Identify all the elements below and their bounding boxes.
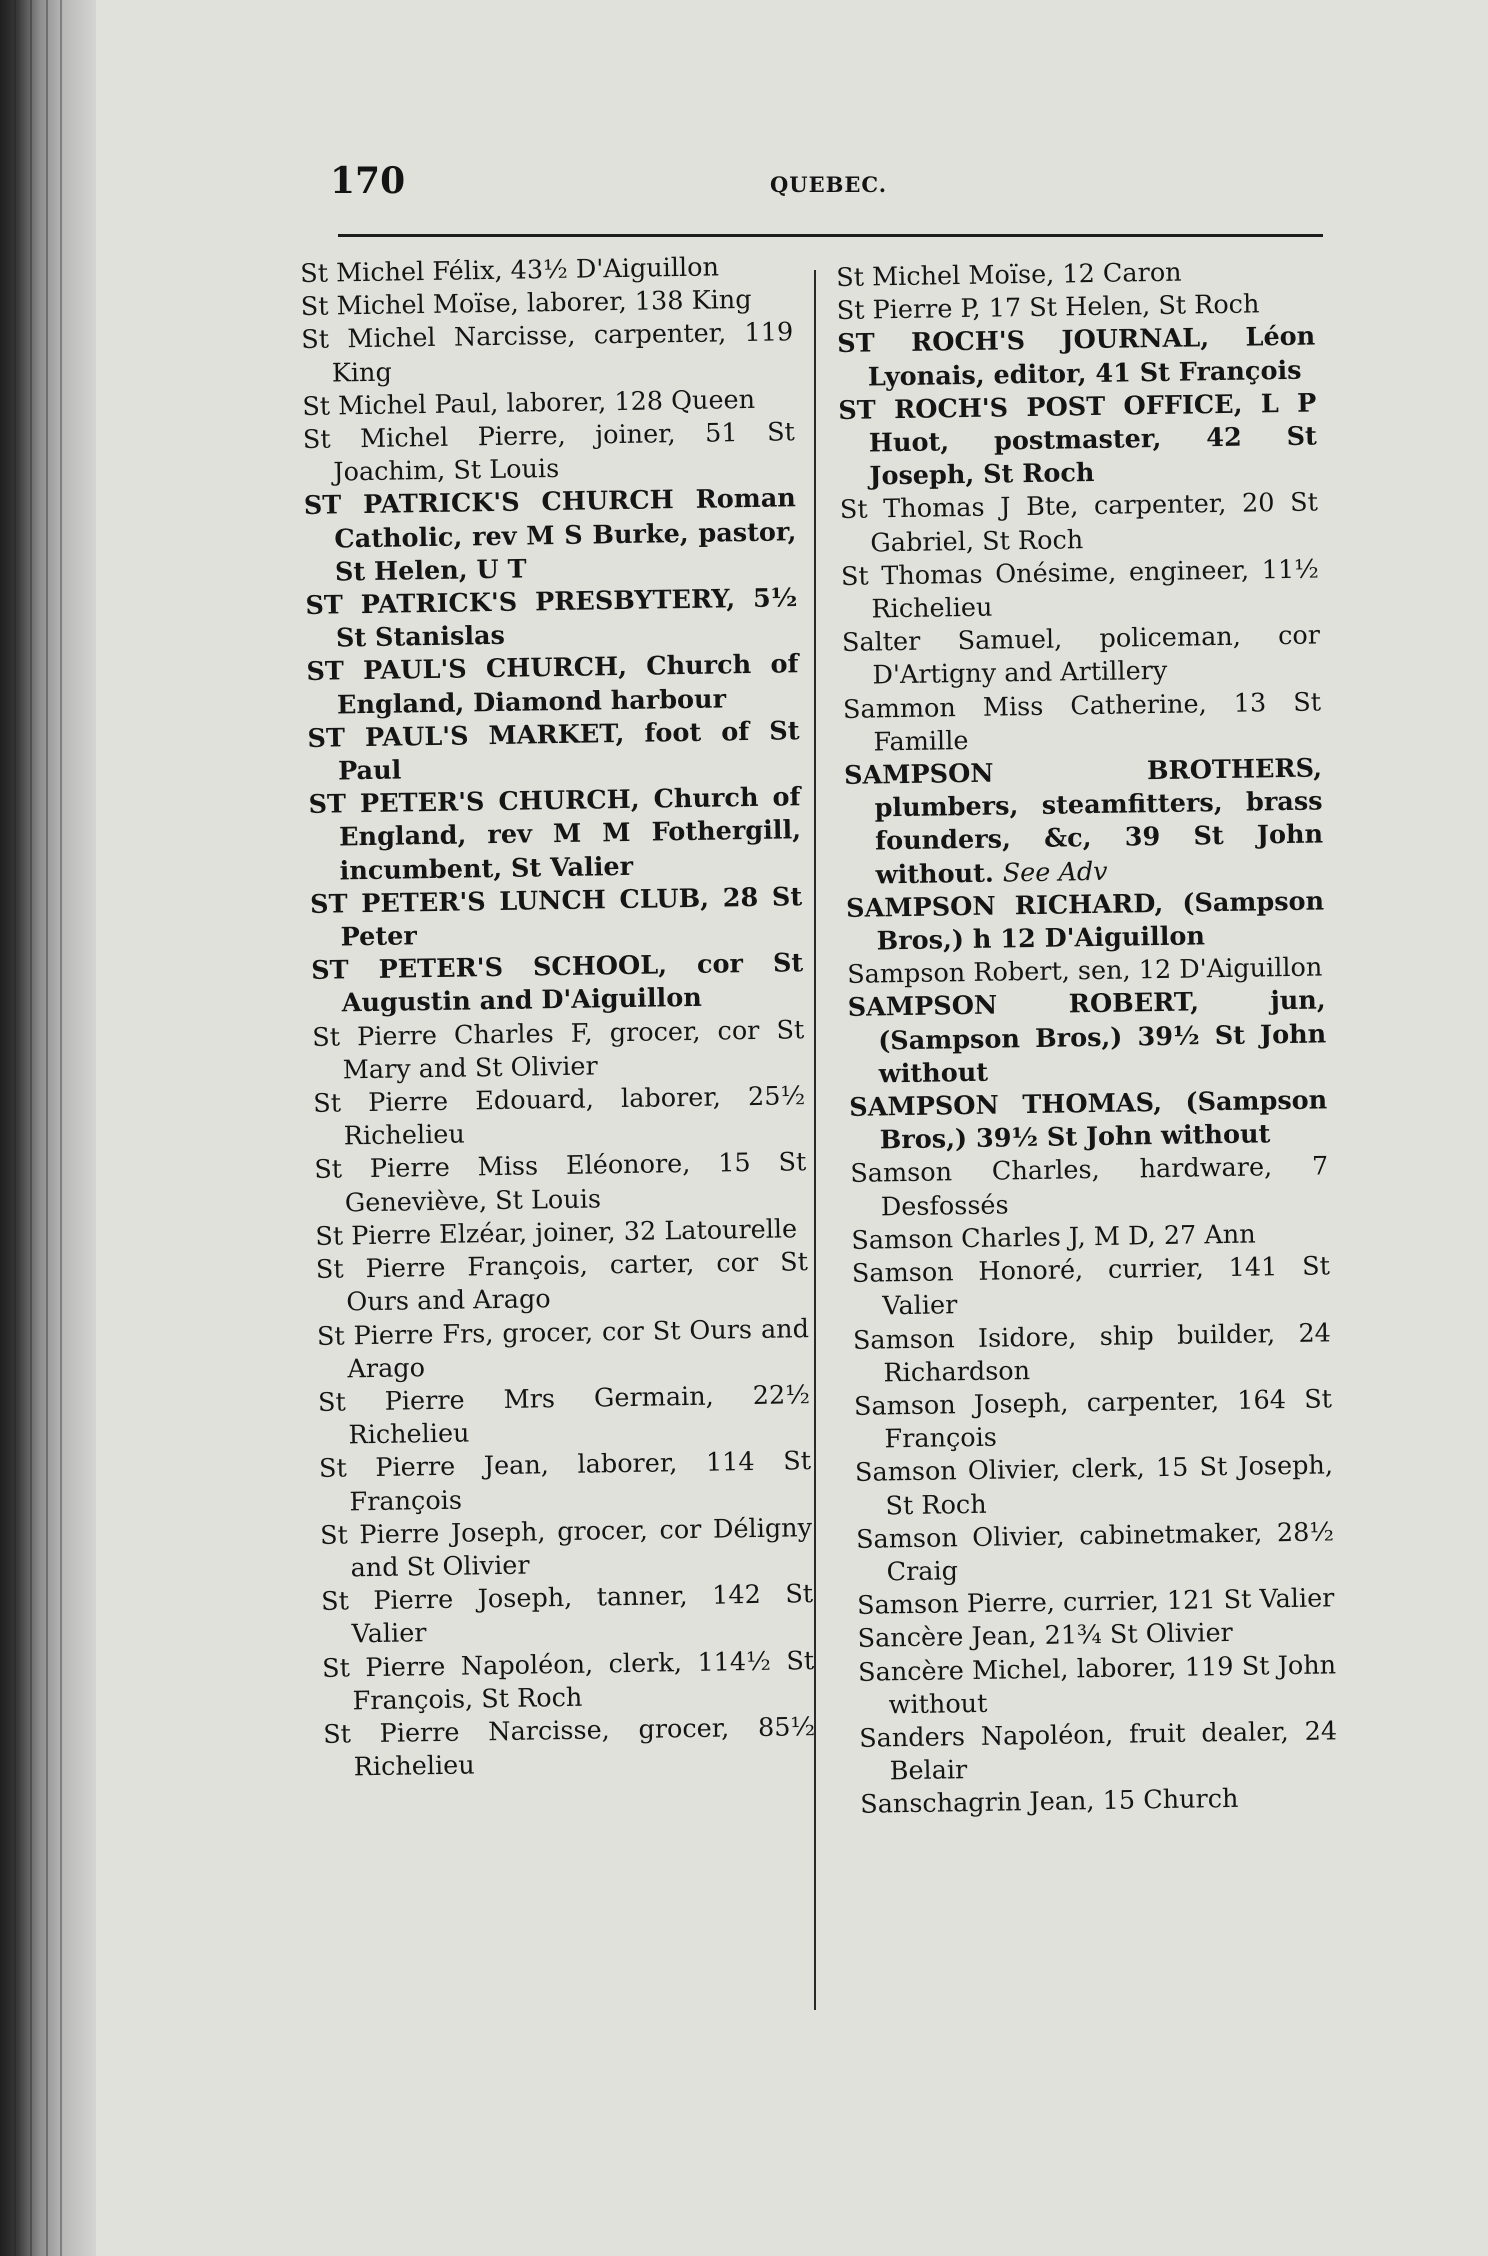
entry-text: St Pierre Frs, grocer, cor St Ours and Arago <box>316 1313 810 1385</box>
directory-entry <box>311 947 804 1021</box>
entry-text: St Pierre Joseph, grocer, cor Déligny and St Olivier <box>319 1512 813 1584</box>
entry-text: ST PETER'S CHURCH, Church of England, rev M M Fothergill, incumbent, St Valier <box>308 782 802 887</box>
directory-entry <box>853 1317 1332 1391</box>
entry-text: SAMPSON BROTHERS, plumbers, steamfitters, brass founders, &c, 39 St John without. <box>843 753 1324 891</box>
directory-entry <box>312 1014 805 1088</box>
directory-entry <box>850 1151 1329 1225</box>
right-column <box>836 254 1338 1822</box>
header-rule <box>338 234 1323 237</box>
entry-text: St Michel Narcisse, carpenter, 119 King <box>301 317 794 389</box>
directory-entry <box>843 686 1322 760</box>
entry-text: St Michel Moïse, laborer, 138 King <box>300 285 752 323</box>
directory-entry <box>844 752 1324 892</box>
page-edge-line <box>46 0 48 2256</box>
directory-entry <box>841 553 1320 627</box>
entry-text: ST PATRICK'S CHURCH Roman Catholic, rev M S Burke, pastor, St Helen, U T <box>303 483 797 588</box>
entry-text: Samson Honoré, currier, 141 St Valier <box>851 1251 1331 1322</box>
directory-entry <box>310 881 803 955</box>
page-edge-line <box>30 0 32 2256</box>
entry-text: SAMPSON THOMAS, (Sampson Bros,) 39½ St John without <box>849 1085 1328 1156</box>
left-column <box>300 250 816 1785</box>
entry-text: Samson Charles, hardware, 7 Desfossés <box>850 1151 1329 1223</box>
entry-text: SAMPSON ROBERT, jun, (Sampson Bros,) 39½ St John without <box>847 985 1327 1090</box>
entry-text: ST ROCH'S POST OFFICE, L P Huot, postmaster, 42 St Joseph, St Roch <box>838 388 1318 492</box>
entry-text: St Michel Paul, laborer, 128 Queen <box>302 384 756 422</box>
entry-text: Samson Olivier, clerk, 15 St Joseph, St Roch <box>854 1450 1334 1521</box>
entry-text: Sammon Miss Catherine, 13 St Famille <box>842 687 1322 758</box>
directory-entry <box>859 1715 1338 1789</box>
directory-entry <box>322 1645 815 1719</box>
directory-entry <box>854 1383 1333 1457</box>
directory-entry <box>849 1084 1328 1158</box>
directory-entry <box>318 1379 811 1453</box>
entry-text: ST PATRICK'S PRESBYTERY, 5½ St Stanislas <box>305 583 798 654</box>
entry-text: St Pierre Mrs Germain, 22½ Richelieu <box>317 1380 811 1451</box>
entry-text: ST PAUL'S MARKET, foot of St Paul <box>307 716 800 787</box>
directory-entry <box>855 1450 1334 1524</box>
directory-entry <box>838 387 1318 494</box>
directory-entry <box>323 1711 816 1785</box>
entry-text: St Pierre Jean, laborer, 114 St François <box>318 1446 812 1517</box>
directory-entry <box>321 1578 814 1652</box>
entry-note: See Adv <box>1002 856 1108 889</box>
running-head: QUEBEC. <box>770 172 888 197</box>
entry-text: St Michel Félix, 43½ D'Aiguillon <box>300 252 720 289</box>
entry-text: Sanschagrin Jean, 15 Church <box>860 1784 1239 1821</box>
page-header <box>330 150 1330 210</box>
entry-text: St Pierre Miss Eléonore, 15 St Geneviève, St Louis <box>314 1147 807 1219</box>
directory-entry <box>837 321 1316 395</box>
directory-entry <box>320 1512 813 1586</box>
entry-text: Sampson Robert, sen, 12 D'Aiguillon <box>846 952 1323 991</box>
page-edge-line <box>14 0 16 2256</box>
entry-text: Samson Charles J, M D, 27 Ann <box>851 1219 1256 1256</box>
entry-text: St Pierre P, 17 St Helen, St Roch <box>836 289 1260 327</box>
page-edge-line <box>60 0 62 2256</box>
entry-text: St Pierre Edouard, laborer, 25½ Richelieu <box>313 1081 806 1152</box>
entry-text: Samson Pierre, currier, 121 St Valier <box>856 1583 1335 1621</box>
directory-entry <box>858 1649 1337 1723</box>
entry-text: Sancère Jean, 21¾ St Olivier <box>857 1618 1233 1655</box>
directory-entry <box>313 1080 806 1154</box>
directory-entry <box>847 985 1327 1092</box>
directory-entry <box>305 582 798 656</box>
entry-text: Samson Isidore, ship builder, 24 Richardson <box>852 1317 1332 1389</box>
entry-text: Samson Joseph, carpenter, 164 St François <box>853 1384 1333 1455</box>
directory-entry <box>301 317 794 391</box>
directory-entry <box>316 1246 809 1320</box>
entry-text: St Pierre François, carter, cor St Ours and Arago <box>315 1247 809 1318</box>
entry-text: Salter Samuel, policeman, cor D'Artigny and Artillery <box>841 620 1321 691</box>
directory-entry <box>308 781 802 888</box>
directory-entry <box>842 620 1321 694</box>
entry-text: Sanders Napoléon, fruit dealer, 24 Belair <box>858 1716 1338 1787</box>
directory-entry <box>852 1250 1331 1324</box>
entry-text: ST PETER'S SCHOOL, cor St Augustin and D'Aiguillon <box>310 948 804 1019</box>
directory-entry <box>304 483 798 590</box>
directory-entry <box>840 487 1319 561</box>
directory-entry <box>307 715 800 789</box>
entry-text: St Pierre Charles F, grocer, cor St Mary and St Olivier <box>312 1014 805 1086</box>
directory-entry <box>856 1516 1335 1590</box>
entry-text: St Pierre Narcisse, grocer, 85½ Richelieu <box>322 1712 816 1783</box>
directory-entry <box>846 885 1325 959</box>
directory-entry <box>303 416 796 490</box>
entry-text: ST ROCH'S JOURNAL, Léon Lyonais, editor, 41 St François <box>837 321 1316 393</box>
entry-text: ST PAUL'S CHURCH, Church of England, Diamond harbour <box>306 649 799 721</box>
page-number: 170 <box>330 160 406 202</box>
directory-entry <box>319 1445 812 1519</box>
entry-text: St Pierre Elzéar, joiner, 32 Latourelle <box>315 1214 798 1252</box>
entry-text: St Pierre Joseph, tanner, 142 St Valier <box>320 1579 814 1650</box>
entry-text: St Michel Pierre, joiner, 51 St Joachim, St Louis <box>302 417 796 488</box>
entry-text: Sancère Michel, laborer, 119 St John without <box>857 1649 1337 1721</box>
directory-entry <box>317 1313 810 1387</box>
entry-text: St Pierre Napoléon, clerk, 114½ St François, St Roch <box>321 1645 815 1717</box>
entry-text: ST PETER'S LUNCH CLUB, 28 St Peter <box>309 882 803 953</box>
entry-text: St Michel Moïse, 12 Caron <box>836 257 1182 293</box>
directory-entry <box>306 649 799 723</box>
entry-text: St Thomas J Bte, carpenter, 20 St Gabriel, St Roch <box>839 487 1319 559</box>
directory-entry <box>314 1147 807 1221</box>
entry-text: St Thomas Onésime, engineer, 11½ Richelieu <box>840 554 1320 625</box>
entry-text: Samson Olivier, cabinetmaker, 28½ Craig <box>855 1517 1335 1588</box>
entry-text: SAMPSON RICHARD, (Sampson Bros,) h 12 D'Aiguillon <box>845 886 1325 957</box>
